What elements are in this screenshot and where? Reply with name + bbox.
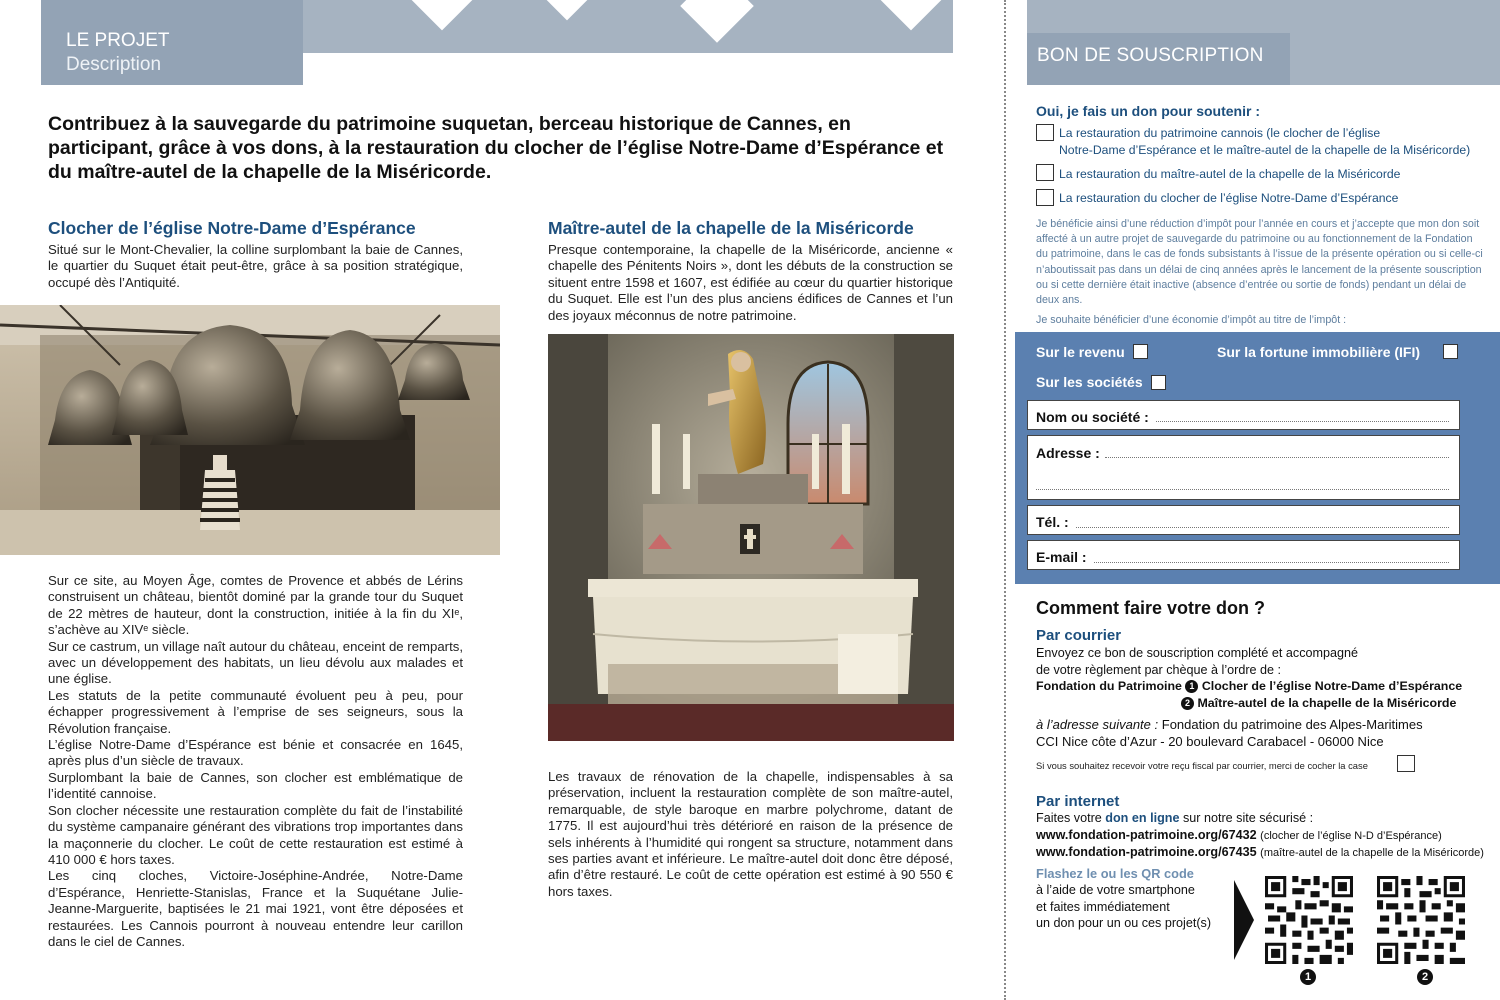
address-field[interactable] [1027, 435, 1460, 500]
tax-disclaimer: Je bénéficie ainsi d’une réduction d’impôt pour l’année en cours et j’accepte que mon don soit affecté à un autre projet de sauvegarde du patrimoine ou au fonctionnement de la Fondation du patrimoine, dans le cas de fonds subsistants à l’issue de la présente opération ou si celle-ci n’aboutissait pas dans un délai de cinq années après le lancement de la présente souscription ou si cette dernière était inactive (absence d’entrée ou sortie de fonds) pendant un délai de deux ans. [1036, 218, 1483, 307]
option-both-checkbox[interactable] [1036, 124, 1054, 141]
payee-project-2: Maître-autel de la chapelle de la Miséricorde [1197, 695, 1457, 710]
qr-code-clocher[interactable] [1265, 876, 1353, 964]
donation-prompt: Oui, je fais un don pour soutenir : [1036, 103, 1260, 119]
option-autel-label: La restauration du maître-autel de la chapelle de la Miséricorde [1059, 167, 1401, 181]
cut-line [1004, 0, 1006, 1000]
diamond-decoration [876, 0, 947, 30]
form-header-band [1027, 0, 1500, 85]
online-donation-link[interactable]: don en ligne [1105, 811, 1180, 825]
qr-number-2: 2 [1417, 969, 1433, 985]
url-autel[interactable]: www.fondation-patrimoine.org/67435 [1036, 845, 1257, 859]
clocher-lead: Situé sur le Mont-Chevalier, la colline surplombant la baie de Cannes, le quartier du Suquet était peut-être, grâce à sa position stratégique, occupé dès l’Antiquité. [48, 242, 463, 290]
tax-revenu-checkbox[interactable] [1133, 344, 1148, 359]
web-line-a: Faites votre [1036, 811, 1106, 825]
email-field[interactable] [1027, 540, 1460, 570]
tax-ifi-label: Sur la fortune immobilière (IFI) [1217, 344, 1421, 360]
address-label: Adresse : [1036, 445, 1100, 461]
clocher-body [48, 573, 463, 950]
address-input-line-2[interactable] [1036, 489, 1449, 490]
address-block [1036, 717, 1423, 750]
option-clocher-label: La restauration du clocher de l’église Notre-Dame d’Espérance [1059, 191, 1399, 205]
web-title: Par internet [1036, 793, 1120, 810]
url-clocher-note: (clocher de l’église N-D d’Espérance) [1260, 829, 1442, 842]
clocher-body-p4: L’église Notre-Dame d’Espérance est bénie et consacrée en 1645, après plus d’un siècle de travaux. [48, 737, 463, 769]
email-input-line[interactable] [1094, 562, 1449, 563]
autel-lead: Presque contemporaine, la chapelle de la Miséricorde, ancienne « chapelle des Pénitents Noirs », dont les débuts de la construction se situent entre 1598 et 1607, est édifiée au cœur du quartier historique du Suquet. Elle est l’un des plus anciens édifices de Cannes et l’un des joyaux méconnus de notre patrimoine. [548, 242, 953, 323]
tax-societes-checkbox[interactable] [1151, 375, 1166, 390]
address-intro: à l’adresse suivante : [1036, 717, 1159, 732]
qr-line-1: à l’aide de votre smartphone [1036, 883, 1195, 897]
how-title: Comment faire votre don ? [1036, 598, 1266, 618]
option-both-label [1059, 125, 1470, 159]
name-input-line[interactable] [1156, 421, 1449, 422]
url-clocher[interactable]: www.fondation-patrimoine.org/67432 [1036, 827, 1257, 842]
autel-title: Maître-autel de la chapelle de la Miséricorde [548, 218, 914, 238]
arrow-right-icon [1234, 880, 1256, 960]
clocher-body-p1: Sur ce site, au Moyen Âge, comtes de Provence et abbés de Lérins construisent un château, bientôt dominé par la grande tour du Suquet de 22 mètres de hauteur, dont la construction, initiée à la fin du XIᵉ, s’achève au XIVᵉ siècle. [48, 573, 463, 638]
payee-name: Fondation du Patrimoine [1036, 679, 1182, 693]
web-instructions [1036, 810, 1484, 862]
option-both-line2: Notre-Dame d’Espérance et le maître-autel de la chapelle de la Miséricorde) [1059, 143, 1471, 157]
qr-line-2: et faites immédiatement [1036, 899, 1170, 914]
number-one-icon: 1 [1185, 680, 1198, 693]
qr-line-3: un don pour un ou ces projet(s) [1036, 916, 1212, 930]
form-title: BON DE SOUSCRIPTION [1037, 45, 1264, 66]
name-field[interactable] [1027, 400, 1460, 430]
address-input-line[interactable] [1105, 457, 1449, 458]
section-sub: Description [66, 54, 162, 75]
diamond-decoration [407, 0, 478, 30]
clocher-body-p2: Sur ce castrum, un village naît autour du château, enceint de remparts, avec un développement des habitats, un lieu dévolu aux malades et une église. [48, 638, 463, 687]
mail-title: Par courrier [1036, 627, 1122, 644]
tax-ifi-checkbox[interactable] [1443, 344, 1458, 359]
option-autel-checkbox[interactable] [1036, 164, 1054, 181]
section-label: LE PROJET [66, 30, 170, 51]
receipt-note: Si vous souhaitez recevoir votre reçu fiscal par courrier, merci de cocher la case [1036, 760, 1368, 771]
email-label: E-mail : [1036, 549, 1087, 565]
clocher-body-p5: Surplombant la baie de Cannes, son clocher est emblématique de l’identité cannoise. [48, 769, 463, 802]
diamond-decoration [532, 0, 603, 20]
number-two-icon: 2 [1181, 697, 1194, 710]
clocher-body-p7: Les cinq cloches, Victoire-Joséphine-Andrée, Notre-Dame d’Espérance, Henriette-Stanislas, France et la Suquétane Julie-Jeanne-Marguerite, baptisées le 21 mai 1921, vont être déposées et restaurées. Les Cannois pourront à nouveau entendre leur carillon dans le ciel de Cannes. [48, 868, 463, 949]
address-line-1: Fondation du patrimoine des Alpes-Maritimes [1161, 717, 1423, 732]
mail-line-1: Envoyez ce bon de souscription complété et accompagné [1036, 646, 1359, 660]
name-label: Nom ou société : [1036, 409, 1149, 425]
bells-photo [0, 305, 500, 555]
option-both-line1: La restauration du patrimoine cannois (le clocher de l’église [1059, 126, 1381, 140]
tax-revenu-label: Sur le revenu [1036, 344, 1125, 360]
autel-body: Les travaux de rénovation de la chapelle, indispensables à sa préservation, incluent la restauration complète de son maître-autel, remarquable, de style baroque en marbre polychrome, datant de 1775. Il est aujourd’hui très détérioré en raison de la présence de sels inhérents à l’humidité qui rongent sa structure, notamment dans ses parties avant et inférieure. Le maître-autel doit donc être déposé, afin d’être restauré. Le coût de cette opération est estimé à 90 550 € hors taxes. [548, 769, 953, 899]
qr-number-1: 1 [1300, 969, 1316, 985]
qr-code-autel[interactable] [1377, 876, 1465, 964]
clocher-body-p3: Les statuts de la petite communauté évoluent peu à peu, pour échapper progressivement à l’emprise de ses seigneurs, sous la Révolution française. [48, 687, 463, 736]
url-autel-note: (maître-autel de la chapelle de la Miséricorde) [1260, 847, 1484, 859]
phone-label: Tél. : [1036, 514, 1069, 530]
payee-block [1036, 678, 1462, 711]
clocher-title: Clocher de l’église Notre-Dame d’Espérance [48, 218, 416, 238]
mail-instructions [1036, 645, 1358, 678]
mail-line-2: de votre règlement par chèque à l’ordre de : [1036, 662, 1282, 677]
phone-field[interactable] [1027, 505, 1460, 535]
clocher-body-p6: Son clocher nécessite une restauration complète du fait de l’instabilité du système campanaire générant des vibrations trop importantes dans la maçonnerie du clocher. Le coût de cette restauration est estimé à 410 000 € hors taxes. [48, 802, 463, 867]
altar-photo [548, 334, 954, 741]
section-tab [41, 0, 303, 85]
intro-text: Contribuez à la sauvegarde du patrimoine suquetan, berceau historique de Cannes, en participant, grâce à vos dons, à la restauration du clocher de l’église Notre-Dame d’Espérance et du maître-autel de la chapelle de la Miséricorde. [48, 113, 944, 183]
tax-prompt: Je souhaite bénéficier d’une économie d’impôt au titre de l’impôt : [1036, 314, 1347, 326]
option-clocher-checkbox[interactable] [1036, 189, 1054, 206]
diamond-decoration [680, 0, 754, 43]
qr-instructions [1036, 882, 1211, 932]
qr-title: Flashez le ou les QR code [1036, 866, 1194, 881]
address-line-2: CCI Nice côte d’Azur - 20 boulevard Carabacel - 06000 Nice [1036, 733, 1384, 749]
payee-project-1: Clocher de l’église Notre-Dame d’Espérance [1201, 679, 1463, 693]
receipt-checkbox[interactable] [1397, 755, 1415, 772]
tax-societes-label: Sur les sociétés [1036, 374, 1143, 390]
phone-input-line[interactable] [1076, 527, 1449, 528]
web-line-b: sur notre site sécurisé : [1179, 811, 1314, 825]
